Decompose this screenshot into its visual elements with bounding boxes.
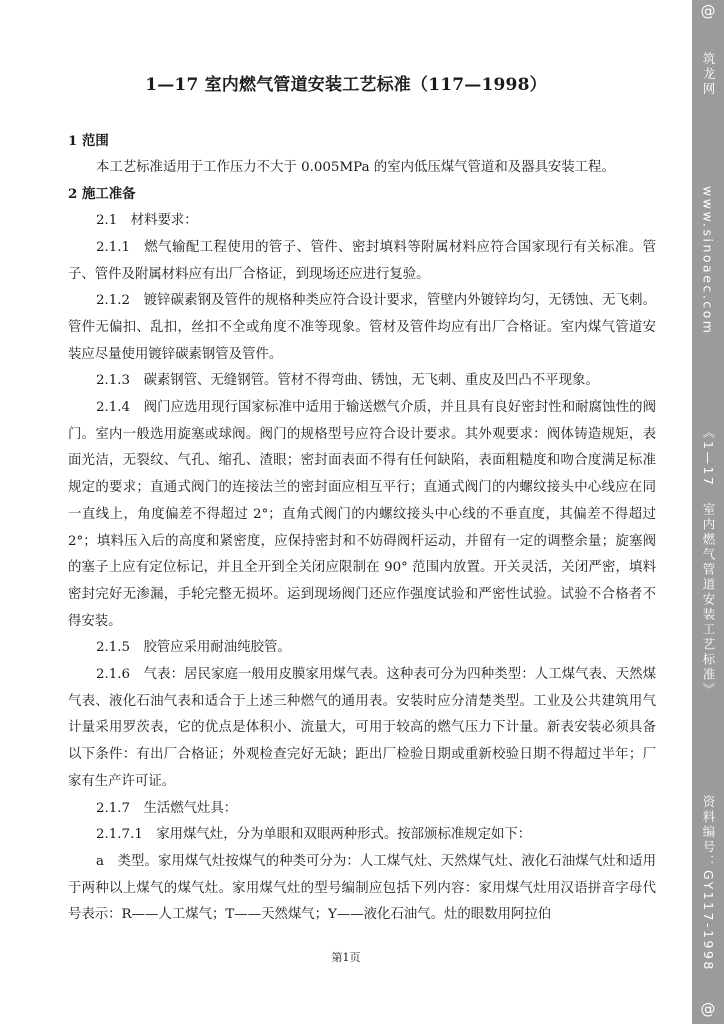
section-heading: 2 施工准备	[68, 186, 136, 203]
page-number: 第1页	[331, 951, 361, 964]
document-body	[68, 128, 656, 929]
body-paragraph: 2.1.7.1 家用煤气灶，分为单眼和双眼两种形式。按部颁标准规定如下：	[96, 827, 532, 843]
body-paragraph: 2.1.6 气表：居民家庭一般用皮膜家用煤气表。这种表可分为四种类型：人工煤气表、天然煤气表、液化石油气表和适合于上述三种燃气的通用表。安装时应分清楚类型。工业及公共建筑用气计量采用罗茨表，它的优点是体积小、流量大，可用于较高的燃气压力下计量。新表安装必须具备以下条件：有出厂合格证；外观检查完好无缺；距出厂检验日期或重新校验日期不得超过半年；厂家有生产许可证。	[68, 667, 656, 789]
sidebar-url: www.sinoaec.com	[700, 186, 716, 336]
sidebar-site-name: 筑龙网	[701, 51, 716, 97]
body-paragraph: 2.1 材料要求：	[96, 213, 198, 229]
body-paragraph: 2.1.3 碳素钢管、无缝钢管。管材不得弯曲、锈蚀，无飞刺、重皮及凹凸不平现象。	[96, 373, 599, 389]
sidebar-code-label: 资料编号：GY117-1998	[701, 794, 716, 972]
sidebar-doc-label: 《1—17 室内燃气管道安装工艺标准》	[701, 426, 716, 698]
body-paragraph: 2.1.1 燃气输配工程使用的管子、管件、密封填料等附属材料应符合国家现行有关标准。管子、管件及附属材料应有出厂合格证，到现场还应进行复验。	[68, 239, 656, 282]
body-paragraph: 2.1.7 生活燃气灶具：	[96, 800, 238, 816]
body-paragraph: 2.1.5 胶管应采用耐油纯胶管。	[96, 640, 291, 656]
at-icon: @	[700, 1000, 716, 1018]
body-paragraph: 2.1.2 镀锌碳素钢及管件的规格种类应符合设计要求，管壁内外镀锌均匀，无锈蚀、无飞刺。管件无偏扣、乱扣，丝扣不全或角度不准等现象。管材及管件均应有出厂合格证。室内煤气管道安装应尽量使用镀锌碳素钢管及管件。	[68, 293, 656, 362]
body-paragraph: 本工艺标准适用于工作压力不大于 0.005MPa 的室内低压煤气管道和及器具安装工程。	[96, 159, 615, 175]
body-paragraph: 2.1.4 阀门应选用现行国家标准中适用于输送燃气介质，并且具有良好密封性和耐腐蚀性的阀门。室内一般选用旋塞或球阀。阀门的规格型号应符合设计要求。其外观要求：阀体铸造规矩，表面光洁，无裂纹、气孔、缩孔、渣眼；密封面表面不得有任何缺陷，表面粗糙度和吻合度满足标准规定的要求；直通式阀门的连接法兰的密封面应相互平行；直通式阀门的内螺纹接头中心线应在同一直线上，角度偏差不得超过 2°；直角式阀门的内螺纹接头中心线的不垂直度，其偏差不得超过 2°；填料压入后的高度和紧密度，应保持密封和不妨碍阀杆运动，并留有一定的调整余量；旋塞阀的塞子上应有定位标记，并且全开到全关闭应限制在 90° 范围内放置。开关灵活，关闭严密，填料密封完好无渗漏，手轮完整无损坏。运到现场阀门还应作强度试验和严密性试验。试验不合格者不得安装。	[68, 400, 656, 629]
document-title: 1—17 室内燃气管道安装工艺标准（117—1998）	[145, 75, 547, 95]
body-paragraph: a 类型。家用煤气灶按煤气的种类可分为：人工煤气灶、天然煤气灶、液化石油煤气灶和适用于两种以上煤气的煤气灶。家用煤气灶的型号编制应包括下列内容：家用煤气灶用汉语拼音字母代号表示：R——人工煤气；T——天然煤气；Y——液化石油气。灶的眼数用阿拉伯	[68, 853, 656, 923]
section-heading: 1 范围	[68, 133, 109, 149]
watermark-sidebar	[692, 0, 724, 1024]
at-icon: @	[700, 2, 716, 20]
